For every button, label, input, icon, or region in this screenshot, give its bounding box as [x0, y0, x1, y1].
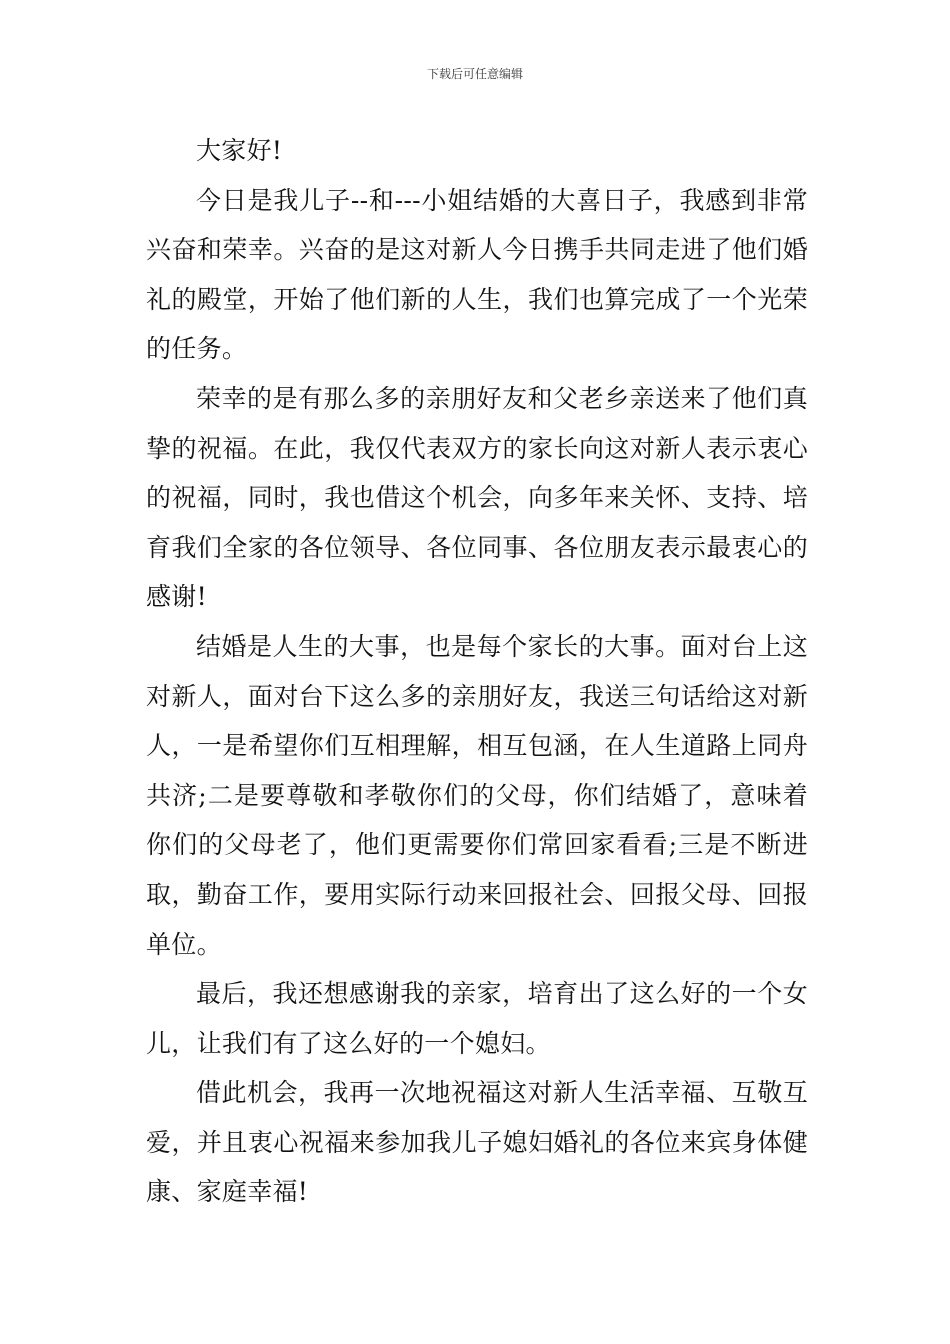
paragraph: 结婚是人生的大事，也是每个家长的大事。面对台上这对新人，面对台下这么多的亲朋好友，我送三句话给这对新人，一是希望你们互相理解，相互包涵，在人生道路上同舟共济;二是要尊敬和孝敬你们的父母，你们结婚了，意味着你们的父母老了，他们更需要你们常回家看看;三是不断进取，勤奋工作，要用实际行动来回报社会、回报父母、回报单位。 — [146, 631, 808, 959]
paragraph: 荣幸的是有那么多的亲朋好友和父老乡亲送来了他们真挚的祝福。在此，我仅代表双方的家长向这对新人表示衷心的祝福，同时，我也借这个机会，向多年来关怀、支持、培育我们全家的各位领导、各位同事、各位朋友表示最衷心的感谢! — [146, 383, 808, 612]
paragraph: 借此机会，我再一次地祝福这对新人生活幸福、互敬互爱，并且衷心祝福来参加我儿子媳妇婚礼的各位来宾身体健康、家庭幸福! — [146, 1078, 808, 1207]
paragraph-greeting: 大家好! — [196, 136, 283, 165]
page-header: 下载后可任意编辑 — [426, 67, 523, 81]
paragraph: 最后，我还想感谢我的亲家，培育出了这么好的一个女儿，让我们有了这么好的一个媳妇。 — [146, 979, 808, 1058]
paragraph: 今日是我儿子--和---小姐结婚的大喜日子，我感到非常兴奋和荣幸。兴奋的是这对新人今日携手共同走进了他们婚礼的殿堂，开始了他们新的人生，我们也算完成了一个光荣的任务。 — [146, 185, 808, 364]
document-body — [146, 126, 808, 1217]
